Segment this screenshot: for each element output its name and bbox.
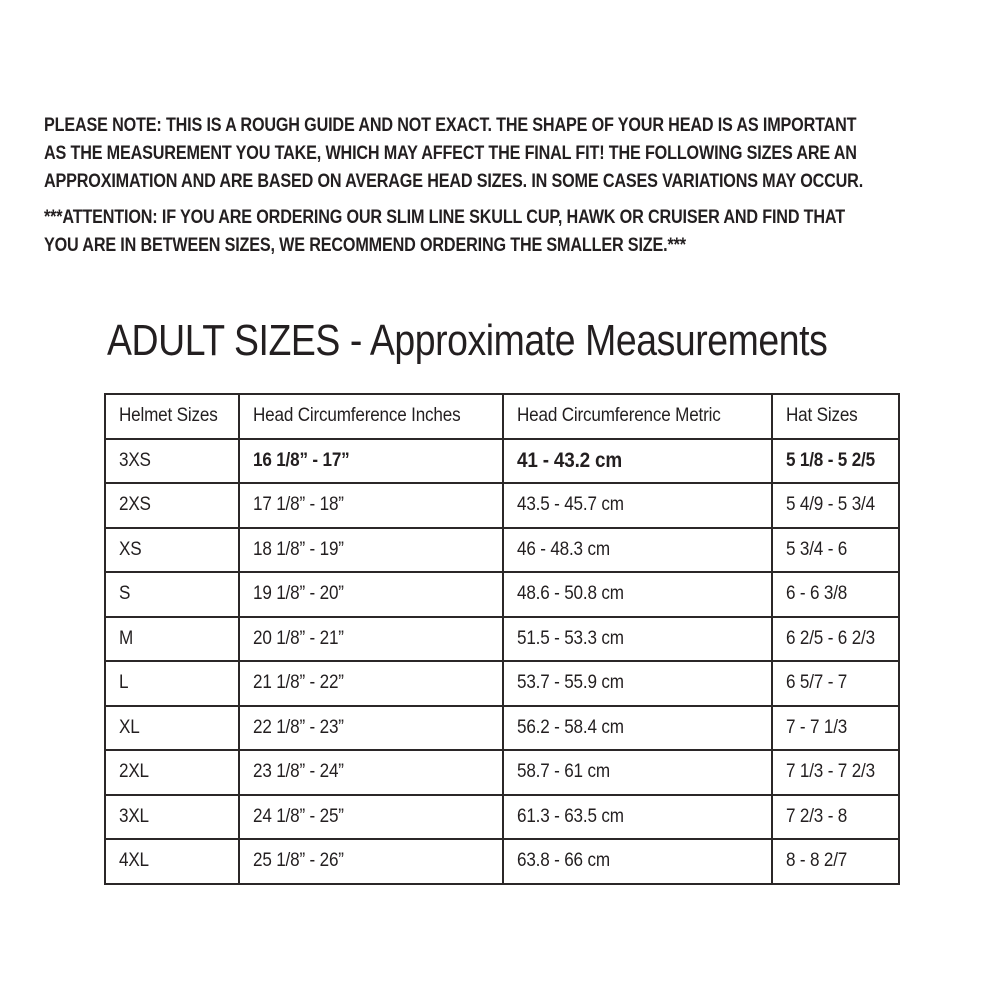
table-row-m (105, 617, 899, 662)
cell-metric: 43.5 - 45.7 cm (503, 483, 772, 528)
header-label-helmet-sizes: Helmet Sizes (119, 405, 218, 427)
cell-hat-size: 5 3/4 - 6 (772, 528, 899, 573)
note-attention-line-2: YOU ARE IN BETWEEN SIZES, WE RECOMMEND ORDERING THE SMALLER SIZE.*** (44, 234, 686, 256)
cell-metric: 51.5 - 53.3 cm (503, 617, 772, 662)
note-primary-line-2: AS THE MEASUREMENT YOU TAKE, WHICH MAY AFFECT THE FINAL FIT! THE FOLLOWING SIZES ARE AN (44, 142, 857, 164)
cell-helmet-size: 2XL (105, 750, 239, 795)
cell-hat-size: 6 - 6 3/8 (772, 572, 899, 617)
size-table-header-row (105, 394, 899, 439)
cell-inches: 21 1/8” - 22” (239, 661, 503, 706)
cell-metric: 46 - 48.3 cm (503, 528, 772, 573)
cell-helmet-size: XS (105, 528, 239, 573)
table-row-2xs (105, 483, 899, 528)
cell-inches: 17 1/8” - 18” (239, 483, 503, 528)
cell-hat-size: 8 - 8 2/7 (772, 839, 899, 884)
cell-hat-size: 7 - 7 1/3 (772, 706, 899, 751)
note-attention (44, 203, 1000, 259)
cell-helmet-size: 4XL (105, 839, 239, 884)
header-label-hat-sizes: Hat Sizes (786, 405, 858, 427)
cell-hat-size: 5 1/8 - 5 2/5 (772, 439, 899, 484)
header-cell-circumference-inches (239, 394, 503, 439)
cell-hat-size: 6 5/7 - 7 (772, 661, 899, 706)
header-cell-helmet-sizes (105, 394, 239, 439)
table-row-l (105, 661, 899, 706)
cell-metric: 48.6 - 50.8 cm (503, 572, 772, 617)
table-row-3xs (105, 439, 899, 484)
table-row-s (105, 572, 899, 617)
cell-inches: 19 1/8” - 20” (239, 572, 503, 617)
cell-hat-size: 7 1/3 - 7 2/3 (772, 750, 899, 795)
header-label-circumference-metric: Head Circumference Metric (517, 405, 721, 427)
note-attention-line-1: ***ATTENTION: IF YOU ARE ORDERING OUR SLIM LINE SKULL CUP, HAWK OR CRUISER AND FIND THAT (44, 206, 845, 228)
note-primary (44, 111, 1000, 195)
size-table (104, 393, 900, 885)
page-title: ADULT SIZES - Approximate Measurements (107, 316, 828, 365)
table-row-2xl (105, 750, 899, 795)
cell-inches: 16 1/8” - 17” (239, 439, 503, 484)
table-row-4xl (105, 839, 899, 884)
cell-hat-size: 6 2/5 - 6 2/3 (772, 617, 899, 662)
table-row-xl (105, 706, 899, 751)
cell-metric: 58.7 - 61 cm (503, 750, 772, 795)
table-row-xs (105, 528, 899, 573)
cell-inches: 22 1/8” - 23” (239, 706, 503, 751)
cell-inches: 23 1/8” - 24” (239, 750, 503, 795)
cell-hat-size: 5 4/9 - 5 3/4 (772, 483, 899, 528)
cell-metric: 41 - 43.2 cm (503, 439, 772, 484)
cell-helmet-size: M (105, 617, 239, 662)
cell-helmet-size: L (105, 661, 239, 706)
cell-helmet-size: S (105, 572, 239, 617)
cell-helmet-size: 2XS (105, 483, 239, 528)
note-primary-line-1: PLEASE NOTE: THIS IS A ROUGH GUIDE AND NOT EXACT. THE SHAPE OF YOUR HEAD IS AS IMPORTANT (44, 114, 857, 136)
cell-metric: 56.2 - 58.4 cm (503, 706, 772, 751)
header-cell-hat-sizes (772, 394, 899, 439)
header-label-circumference-inches: Head Circumference Inches (253, 405, 461, 427)
cell-metric: 61.3 - 63.5 cm (503, 795, 772, 840)
cell-hat-size: 7 2/3 - 8 (772, 795, 899, 840)
cell-metric: 53.7 - 55.9 cm (503, 661, 772, 706)
cell-helmet-size: 3XS (105, 439, 239, 484)
cell-helmet-size: XL (105, 706, 239, 751)
cell-helmet-size: 3XL (105, 795, 239, 840)
cell-inches: 18 1/8” - 19” (239, 528, 503, 573)
cell-inches: 20 1/8” - 21” (239, 617, 503, 662)
table-row-3xl (105, 795, 899, 840)
note-primary-line-3: APPROXIMATION AND ARE BASED ON AVERAGE HEAD SIZES. IN SOME CASES VARIATIONS MAY OCCUR. (44, 170, 864, 192)
cell-metric: 63.8 - 66 cm (503, 839, 772, 884)
cell-inches: 25 1/8” - 26” (239, 839, 503, 884)
cell-inches: 24 1/8” - 25” (239, 795, 503, 840)
header-cell-circumference-metric (503, 394, 772, 439)
